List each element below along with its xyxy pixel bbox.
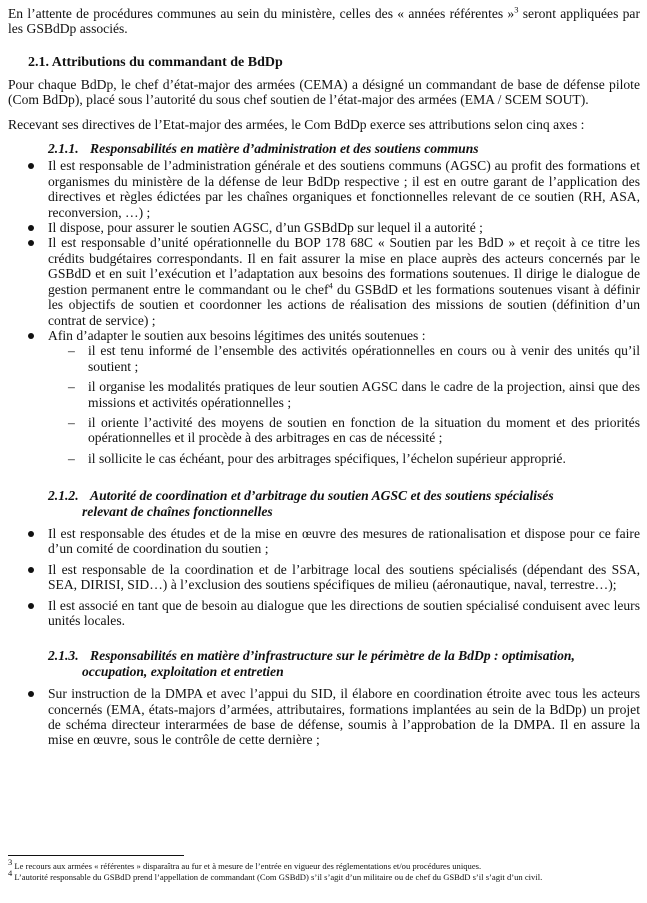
footnote-4	[8, 867, 640, 883]
intro-text: En l’attente de procédures communes au sein du ministère, celles des « années référentes »	[8, 6, 515, 21]
section-title-continued: relevant de chaînes fonctionnelles	[82, 503, 273, 519]
bullet-icon	[28, 567, 34, 573]
list-item	[8, 328, 640, 343]
footnote-ref-4[interactable]: 4	[328, 280, 333, 291]
footnote-divider	[8, 855, 184, 856]
section-2-1-para1: Pour chaque BdDp, le chef d’état-major des armées (CEMA) a désigné un commandant de base de défense pilote (Com BdDp), placé sous l’autorité du sous chef soutien de l’état-major des armées (EMA / SCEM SOUT).	[8, 76, 640, 108]
list-item-text: Il est responsable de la coordination et de l’arbitrage local des soutiens spécialisés (dépendant des SSA, SEA, DIRISI, SID…) à l’exclusion des soutiens spécifiques de milieu (aéronautique, naval, terrestre…);	[48, 561, 640, 593]
dash-icon: –	[68, 379, 75, 395]
sub-list-item	[8, 415, 640, 446]
intro-paragraph	[8, 6, 640, 37]
section-title: Responsabilités en matière d’infrastructure sur le périmètre de la BdDp : optimisation,	[90, 648, 575, 664]
bullet-icon	[28, 225, 34, 231]
bullet-icon	[28, 603, 34, 609]
section-2-1-heading: 2.1. Attributions du commandant de BdDp	[28, 54, 283, 70]
sub-list-item	[8, 379, 640, 410]
dash-icon: –	[68, 414, 75, 430]
intro-text-end: seront appliquées par les GSBdDp associés.	[8, 6, 640, 37]
list-item-text: Il est responsable de l’administration générale et des soutiens communs (AGSC) au profit des formations et organismes du ministère de la défense de leur BdDp respective ; il est en outre garant de l’application des directives et règles édictées par les chaînes organiques et fonctionnelles relevant de ce soutien (RH, ASA, reconversion, …) ;	[48, 158, 640, 220]
footnote-ref-3[interactable]: 3	[514, 4, 519, 15]
bullet-icon	[28, 163, 34, 169]
section-2-1-para2: Recevant ses directives de l’Etat-major des armées, le Com BdDp exerce ses attributions selon cinq axes :	[8, 116, 585, 132]
footnote-text: L’autorité responsable du GSBdD prend l’appellation de commandant (Com GSBdD) s’il s’agit d’un militaire ou de chef du GSBdD s’il s’agit d’un civil.	[12, 871, 543, 882]
footnote-text: Le recours aux armées « référentes » disparaîtra au fur et à mesure de l’entrée en vigueur des réglementations et/ou procédures uniques.	[12, 861, 482, 871]
section-2-1-1-heading	[48, 141, 640, 156]
section-number: 2.1.2.	[48, 488, 79, 504]
sub-list-item-text: il oriente l’activité des moyens de soutien en fonction de la situation du moment et des priorités opérationnelles et il procède à des arbitrages en cas de nécessité ;	[88, 414, 640, 446]
footnotes	[8, 857, 640, 882]
bullet-icon	[28, 240, 34, 246]
section-number: 2.1.1.	[48, 141, 79, 157]
sub-list-item-text: il est tenu informé de l’ensemble des activités opérationnelles en cours ou à venir des unités qu’il soutient ;	[88, 343, 640, 374]
dash-icon: –	[68, 450, 75, 466]
list-item-text: Il est responsable des études et de la mise en œuvre des mesures de rationalisation et dispose pour ce faire d’un comité de coordination du soutien ;	[48, 525, 640, 557]
list-item	[8, 158, 640, 220]
bullet-icon	[28, 531, 34, 537]
list-item	[8, 220, 640, 235]
footnote-number: 3	[8, 857, 13, 868]
list-item	[8, 598, 640, 629]
list-item-text: Il est responsable d’unité opérationnelle du BOP 178 68C « Soutien par les BdD » et reçoit à ce titre les crédits budgétaires correspondants. Il en fait assurer la mise en place auprès des acteurs concernés par le GSBdD et en suit l’exécution et l’adaptation aux besoins des formations soutenues. Il dirige le dialogue de gestion permanent entre le commandant ou le chef	[48, 235, 640, 297]
sub-list-item-text: il sollicite le cas échéant, pour des arbitrages spécifiques, l’échelon supérieur approprié.	[88, 450, 566, 466]
list-item-text: Il dispose, pour assurer le soutien AGSC, d’un GSBdDp sur lequel il a autorité ;	[48, 220, 483, 236]
sub-list-item	[8, 451, 640, 466]
bullet-icon	[28, 691, 34, 697]
dash-icon: –	[68, 343, 75, 359]
list-item	[8, 686, 640, 748]
section-title-continued: occupation, exploitation et entretien	[82, 663, 284, 679]
bullet-icon	[28, 333, 34, 339]
section-number: 2.1.3.	[48, 648, 79, 664]
list-item	[8, 235, 640, 327]
section-title: Responsabilités en matière d’administration et des soutiens communs	[90, 141, 479, 157]
section-title: Autorité de coordination et d’arbitrage du soutien AGSC et des soutiens spécialisés	[90, 488, 554, 504]
sub-list-item	[8, 343, 640, 374]
list-item-text: Sur instruction de la DMPA et avec l’appui du SID, il élabore en coordination étroite avec tous les acteurs concernés (EMA, états-majors d’armées, attributaires, formations implantées au sein de la BdDp) un projet de schéma directeur interarmées de base de défense, soumis à l’approbation de la DMPA. Il en assure la mise en œuvre, sous le contrôle de cette dernière ;	[48, 686, 640, 748]
document-page	[8, 6, 640, 748]
sub-list-item-text: il organise les modalités pratiques de leur soutien AGSC dans le cadre de la projection, ainsi que des missions et activités opérationnelles ;	[88, 379, 640, 410]
list-item	[8, 562, 640, 593]
footnote-number: 4	[8, 867, 13, 878]
footnote-3	[8, 857, 640, 872]
list-item-text-end: du GSBdD et les formations soutenues visant à définir les objectifs de soutien et coordonner les actions de réalisation des missions de soutien (définition d’un contrat de service) ;	[48, 281, 640, 328]
list-item-text: Afin d’adapter le soutien aux besoins légitimes des unités soutenues :	[48, 327, 426, 343]
section-2-1-2-heading	[48, 488, 640, 519]
list-item	[8, 526, 640, 557]
section-2-1-3-heading	[48, 648, 640, 679]
list-item-text: Il est associé en tant que de besoin au dialogue que les directions de soutien spécialisé conduisent avec leurs unités locales.	[48, 597, 640, 628]
